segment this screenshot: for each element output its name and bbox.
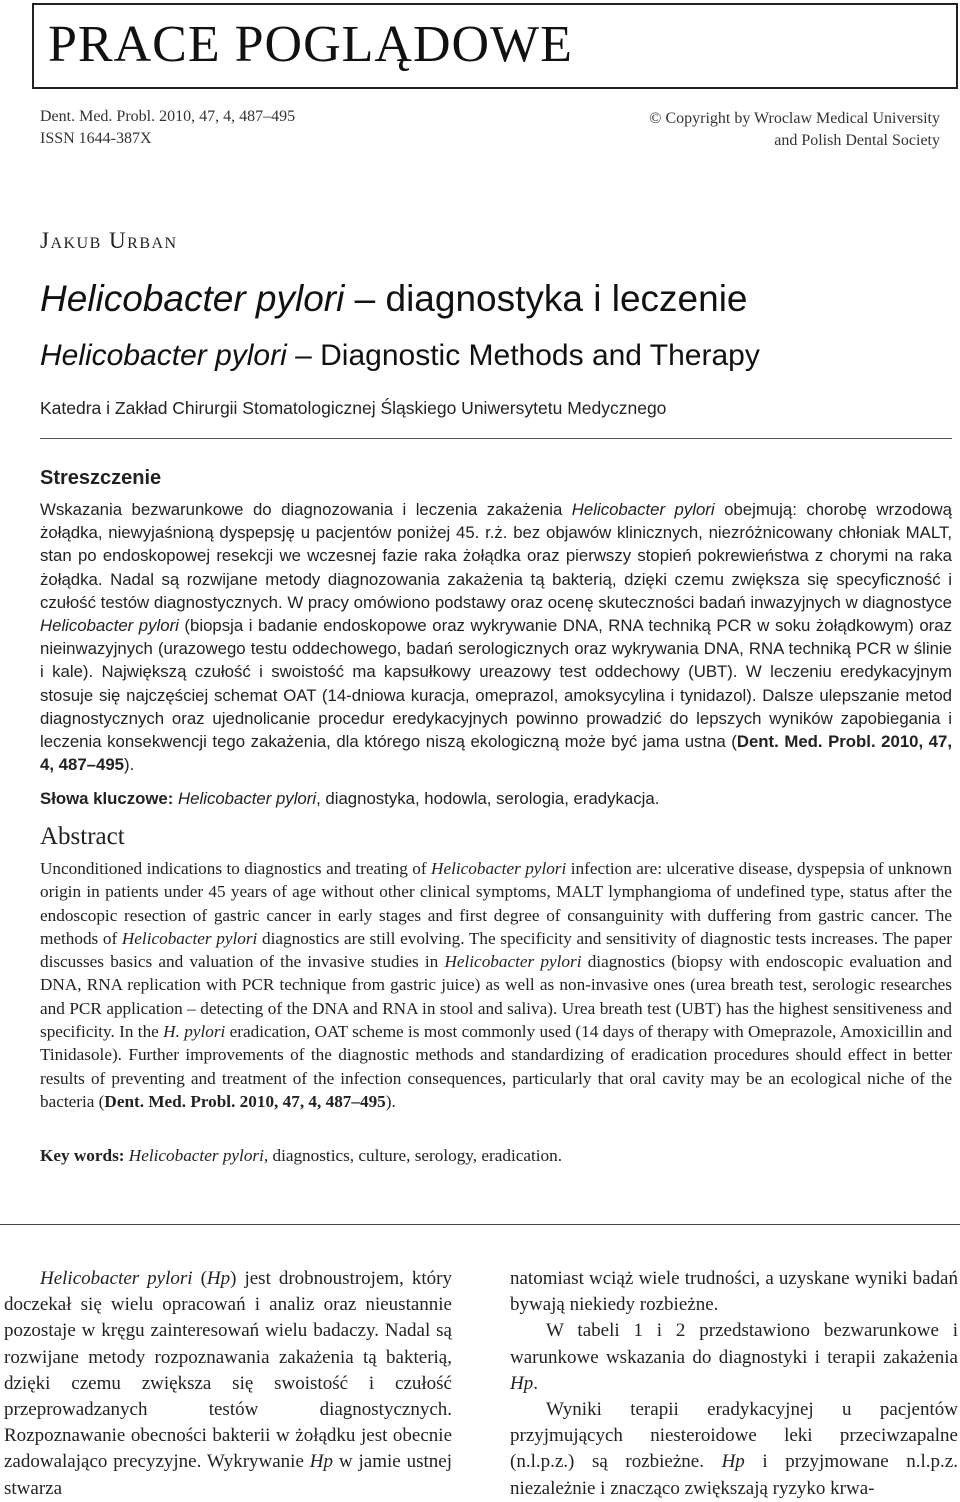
abstract-part-6: Helicobacter pylori: [444, 952, 582, 972]
body-left-italic-1: Helicobacter pylori: [40, 1268, 193, 1289]
title-pl-italic: Helicobacter pylori: [40, 278, 345, 319]
journal-line: Dent. Med. Probl. 2010, 47, 4, 487–495: [40, 108, 296, 125]
abstract-part-1: Unconditioned indications to diagnostics and treating of: [40, 859, 432, 878]
body-left-text-2: ) jest drobnoustrojem, który doczekał się wielu opracowań i analiz oraz nieustannie pozostaje w kręgu zainteresowań wielu badaczy. Nadal są rozwijane metody rozpoznawania zakażenia tą bakterią, dzięki czemu zwiększa się swoistość i czułość przeprowadzanych testów diagnostycznych. Rozpoznawanie obecności bakterii w żołądku jest obecnie zadowalająco precyzyjne. Wykrywanie: [4, 1268, 453, 1473]
streszczenie-text: [40, 498, 952, 776]
streszczenie-part-7: ).: [124, 755, 135, 775]
body-right-paragraph-1: natomiast wciąż wiele trudności, a uzyskane wyniki badań bywają niekiedy rozbieżne.: [510, 1268, 958, 1316]
copyright-line-1: © Copyright by Wroclaw Medical University: [649, 110, 940, 127]
streszczenie-citation: Dent. Med. Probl. 2010, 47, 4, 487–495: [40, 732, 952, 775]
keywords-english: [40, 1146, 952, 1166]
streszczenie-part-4: Helicobacter pylori: [40, 616, 179, 636]
keywords-pl-italic: Helicobacter pylori: [178, 789, 317, 808]
divider: [40, 438, 952, 439]
abstract-part-2: Helicobacter pylori: [431, 859, 567, 878]
affiliation: Katedra i Zakład Chirurgii Stomatologicznej Śląskiego Uniwersytetu Medycznego: [40, 398, 667, 418]
keywords-polish: [40, 789, 952, 809]
title-en-italic: Helicobacter pylori: [40, 339, 287, 372]
body-left-italic-3: Hp: [309, 1451, 334, 1473]
abstract-part-5: diagnostics are still evolving. The specificity and sensitivity of diagnostic tests increases. The paper discusses basics and valuation of the invasive studies in: [40, 928, 953, 972]
keywords-en-italic: Helicobacter pylori: [128, 1146, 264, 1165]
streszczenie-part-2: Helicobacter pylori: [571, 500, 715, 519]
body-left-italic-2: Hp: [206, 1268, 231, 1289]
body-right-p3-text: Wyniki terapii eradykacyjnej u pacjentów przyjmujących niesteroidowe leki przeciwzapalne (n.l.p.z.) są rozbieżne.: [510, 1399, 958, 1473]
title-english: [40, 339, 760, 373]
abstract-part-9: eradication, OAT scheme is most commonly used (14 days of therapy with Omeprazole, Amoxicillin and Tinidasole). Further improvements of the diagnostic methods and standardizing of eradication procedures should effect in better results of preventing and treatment of the infection consequences, particularly that oral cavity may be an ecological niche of the bacteria (: [40, 1022, 952, 1111]
abstract-text: [40, 857, 952, 1113]
body-paragraph-1: [4, 1266, 452, 1502]
journal-meta: [40, 106, 295, 150]
keywords-en-rest: , diagnostics, culture, serology, eradication.: [263, 1146, 563, 1165]
keywords-en-label: Key words:: [40, 1146, 125, 1165]
section-banner: [32, 3, 958, 89]
abstract-part-8: H. pylori: [163, 1022, 226, 1042]
abstract-heading: Abstract: [40, 823, 125, 850]
body-left-text-3: w jamie ustnej stwarza: [4, 1451, 452, 1499]
abstract-part-3: infection are: ulcerative disease, dyspepsia of unknown origin in patients under 45 years of age without other clinical symptoms, MALT lymphangioma of undefined type, status after the endoscopic resection of gastric cancer in early stages and first degree of consanguinity with duffering from gastric cancer. The methods of: [40, 859, 953, 948]
copyright-meta: [560, 108, 940, 152]
body-right-paragraph-2: [510, 1318, 958, 1397]
abstract-citation: Dent. Med. Probl. 2010, 47, 4, 487–495: [104, 1091, 386, 1111]
body-left-text-1: (: [192, 1268, 207, 1289]
body-right-column: [510, 1266, 958, 1502]
issn: ISSN 1644-387X: [40, 130, 152, 147]
abstract-part-7: diagnostics (biopsy with endoscopic evaluation and DNA, RNA replication with PCR technique from gastric juice) as well as non-invasive ones (urea breath test, serologic researches and PCR application – detecting of the DNA and RNA in stool and saliva). Urea breath test (UBT) has the highest sensitiveness and specificity. In the: [40, 952, 952, 1042]
streszczenie-part-1: Wskazania bezwarunkowe do diagnozowania i leczenia zakażenia: [40, 500, 572, 519]
title-pl-rest: – diagnostyka i leczenie: [344, 278, 748, 319]
title-en-rest: – Diagnostic Methods and Therapy: [286, 339, 760, 372]
keywords-pl-label: Słowa kluczowe:: [40, 789, 174, 808]
body-left-column: [4, 1266, 452, 1502]
keywords-pl-rest: , diagnostyka, hodowla, serologia, eradykacja.: [316, 789, 660, 808]
body-right-p3-italic: Hp: [721, 1451, 745, 1473]
streszczenie-part-5: (biopsja i badanie endoskopowe oraz wykrywanie DNA, RNA techniką PCR w soku żołądkowym) oraz nieinwazyjnych (urazowego testu oddechowego, badań serologicznych oraz wykrywania DNA, RNA techniką PCR w ślinie i kale). Największą czułość i swoistość ma kapsułkowy ureazowy test oddechowy (UBT). W leczeniu eredykacyjnym stosuje się najczęściej schemat OAT (14-dniowa kuracja, omeprazol, amoksycylina i tynidazol). Dalsze ulepszanie metod diagnostycznych oraz ujednolicanie procedur eredykacyjnych powinno prowadzić do lepszych wyników zapobiegania i leczenia konsekwencji tego zakażenia, dla którego niszą ekologiczną może być jama ustna (: [40, 616, 952, 752]
body-divider: [0, 1224, 960, 1225]
copyright-line-2: and Polish Dental Society: [774, 132, 940, 149]
streszczenie-heading: Streszczenie: [40, 467, 162, 489]
body-right-paragraph-3: [510, 1397, 958, 1502]
body-right-p3-end: i przyjmowane n.l.p.z. niezależnie i znacząco zwiększają ryzyko krwa-: [510, 1451, 958, 1499]
abstract-part-11: ).: [385, 1091, 396, 1111]
abstract-part-4: Helicobacter pylori: [121, 928, 258, 948]
banner-title: PRACE POGLĄDOWE: [48, 16, 573, 73]
body-right-p2-italic: Hp: [510, 1372, 534, 1394]
streszczenie-part-3: obejmują: chorobę wrzodową żołądka, niewyjaśnioną dyspepsję u pacjentów poniżej 45. r.ż. bez objawów klinicznych, niezróżnicowany chłoniak MALT, stan po endoskopowej resekcji we wczesnej fazie raka żołądka oraz pierwszy stopień pokrewieństwa z chorymi na raka żołądka. Nadal są rozwijane metody diagnozowania zakażenia tą bakterią, dzięki czemu zwiększa się specyficzność i czułość testów diagnostycznych. W pracy omówiono podstawy oraz ocenę skuteczności badań inwazyjnych w diagnostyce: [40, 500, 952, 612]
body-right-p2-end: .: [533, 1372, 538, 1394]
title-polish: [40, 278, 748, 320]
author-name: Jakub Urban: [40, 228, 178, 253]
body-right-p2-text: W tabeli 1 i 2 przedstawiono bezwarunkowe i warunkowe wskazania do diagnostyki i terapii zakażenia: [510, 1320, 958, 1368]
